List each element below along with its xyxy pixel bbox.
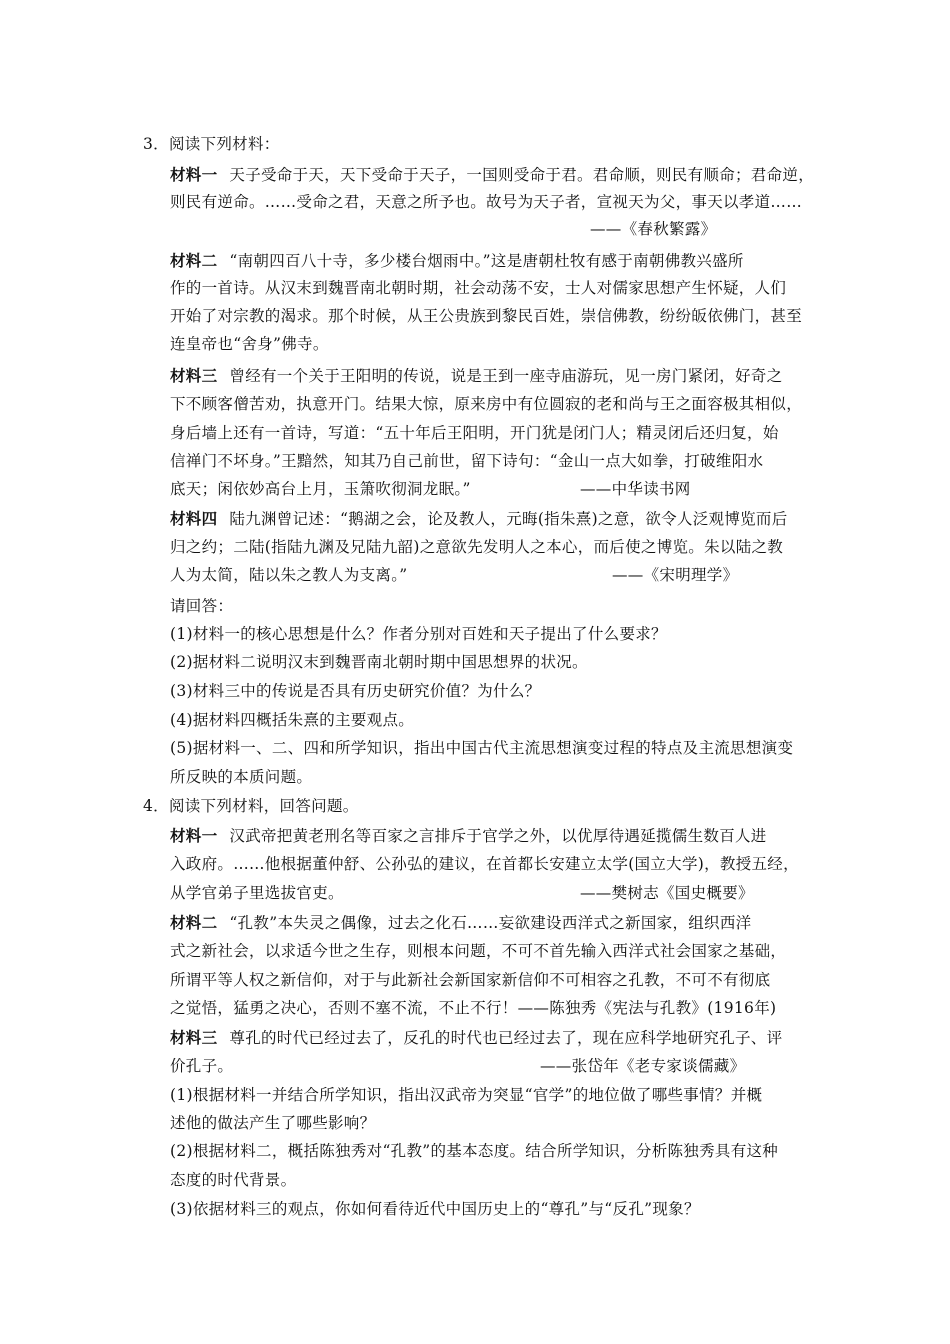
q4-material-3-line-2: 价孔子。 — [170, 1057, 234, 1075]
q3-material-2-line-3: 开始了对宗教的渴求。那个时候，从王公贵族到黎民百姓，崇信佛教，纷纷皈依佛门，甚至 — [170, 307, 803, 325]
q4-material-1-source: ——樊树志《国史概要》 — [580, 884, 754, 902]
q3-subquestion-1: (1)材料一的核心思想是什么？作者分别对百姓和天子提出了什么要求？ — [170, 625, 667, 643]
material-label: 材料二 — [170, 251, 218, 270]
q3-material-2-line-2: 作的一首诗。从汉末到魏晋南北朝时期，社会动荡不安，士人对儒家思想产生怀疑，人们 — [170, 279, 787, 297]
q3-material-1-source: ——《春秋繁露》 — [590, 220, 717, 238]
q3-material-4-source: ——《宋明理学》 — [612, 566, 739, 584]
material-label: 材料一 — [170, 165, 218, 184]
material-text: 汉武帝把黄老刑名等百家之言排斥于官学之外，以优厚待遇延揽儒生数百人进 — [229, 827, 767, 845]
material-label: 材料二 — [170, 913, 218, 932]
material-label: 材料四 — [170, 509, 218, 528]
q3-subquestion-5-line-2: 所反映的本质问题。 — [170, 768, 313, 786]
q4-material-2-line-1 — [170, 913, 751, 933]
material-text: 天子受命于天，天下受命于天子，一国则受命于君。君命顺，则民有顺命；君命逆， — [229, 166, 815, 184]
q4-subquestion-3: (3)依据材料三的观点，你如何看待近代中国历史上的“尊孔”与“反孔”现象？ — [170, 1200, 700, 1218]
material-label: 材料三 — [170, 366, 218, 385]
material-text: “孔教”本失灵之偶像，过去之化石……妄欲建设西洋式之新国家，组织西洋 — [229, 914, 752, 932]
q3-subquestion-4: (4)据材料四概括朱熹的主要观点。 — [170, 711, 415, 729]
q3-material-4-line-2: 归之约；二陆(指陆九渊及兄陆九韶)之意欲先发明人之本心，而后使之博览。朱以陆之教 — [170, 538, 784, 556]
q3-material-2-line-1 — [170, 251, 744, 271]
material-text: “南朝四百八十寺，多少楼台烟雨中。”这是唐朝杜牧有感于南朝佛教兴盛所 — [229, 252, 744, 270]
material-label: 材料一 — [170, 826, 218, 845]
q3-material-3-source: ——中华读书网 — [580, 480, 691, 498]
q3-material-1-line-1 — [170, 165, 814, 185]
q3-material-3-line-1 — [170, 366, 782, 386]
q4-material-1-line-3: 从学官弟子里选拔官吏。 — [170, 884, 344, 902]
material-text: 陆九渊曾记述：“鹅湖之会，论及教人，元晦(指朱熹)之意，欲令人泛观博览而后 — [229, 510, 788, 528]
q4-material-1-line-2: 入政府。……他根据董仲舒、公孙弘的建议，在首都长安建立太学(国立大学)，教授五经， — [170, 855, 799, 873]
q4-subquestion-2-line-2: 态度的时代背景。 — [170, 1171, 297, 1189]
q3-prompt: 请回答： — [170, 597, 234, 615]
material-label: 材料三 — [170, 1028, 218, 1047]
q4-subquestion-2-line-1: (2)根据材料二，概括陈独秀对“孔教”的基本态度。结合所学知识，分析陈独秀具有这种 — [170, 1142, 779, 1160]
q3-subquestion-3: (3)材料三中的传说是否具有历史研究价值？为什么？ — [170, 682, 541, 700]
q3-material-3-line-2: 下不顾客僧苦劝，执意开门。结果大惊，原来房中有位圆寂的老和尚与王之面容极其相似， — [170, 395, 803, 413]
q4-material-3-source: ——张岱年《老专家谈儒藏》 — [540, 1057, 746, 1075]
q4-material-1-line-1 — [170, 826, 767, 846]
material-text: 曾经有一个关于王阳明的传说，说是王到一座寺庙游玩，见一房门紧闭，好奇之 — [229, 367, 783, 385]
q3-material-4-line-1 — [170, 509, 788, 529]
q4-material-2-line-3: 所谓平等人权之新信仰，对于与此新社会新国家新信仰不可相容之孔教，不可不有彻底 — [170, 971, 771, 989]
q4-material-2-line-4: 之觉悟，猛勇之决心，否则不塞不流，不止不行！——陈独秀《宪法与孔教》(1916年) — [170, 999, 777, 1017]
q3-subquestion-2: (2)据材料二说明汉末到魏晋南北朝时期中国思想界的状况。 — [170, 653, 588, 671]
q4-stem: 4．阅读下列材料，回答问题。 — [143, 797, 359, 815]
q3-material-3-line-5: 底天；闲依妙高台上月，玉箫吹彻洞龙眠。” — [170, 480, 471, 498]
q3-material-3-line-3: 身后墙上还有一首诗，写道：“五十年后王阳明，开门犹是闭门人；精灵闭后还归复，始 — [170, 424, 779, 442]
material-text: 尊孔的时代已经过去了，反孔的时代也已经过去了，现在应科学地研究孔子、评 — [229, 1029, 783, 1047]
q4-subquestion-1-line-2: 述他的做法产生了哪些影响？ — [170, 1114, 376, 1132]
q3-stem: 3．阅读下列材料： — [143, 135, 280, 153]
q4-material-3-line-1 — [170, 1028, 782, 1048]
q3-material-3-line-4: 信禅门不坏身。”王黯然，知其乃自己前世，留下诗句：“金山一点大如拳，打破维阳水 — [170, 452, 764, 470]
q3-material-1-line-2: 则民有逆命。……受命之君，天意之所予也。故号为天子者，宣视天为父，事天以孝道…… — [170, 193, 803, 211]
q4-subquestion-1-line-1: (1)根据材料一并结合所学知识，指出汉武帝为突显“官学”的地位做了哪些事情？并概 — [170, 1086, 763, 1104]
q3-material-4-line-3: 人为太简，陆以朱之教人为支离。” — [170, 566, 408, 584]
q3-material-2-line-4: 连皇帝也“舍身”佛寺。 — [170, 335, 329, 353]
q3-subquestion-5-line-1: (5)据材料一、二、四和所学知识，指出中国古代主流思想演变过程的特点及主流思想演变 — [170, 739, 794, 757]
q4-material-2-line-2: 式之新社会，以求适今世之生存，则根本问题，不可不首先输入西洋式社会国家之基础， — [170, 942, 787, 960]
